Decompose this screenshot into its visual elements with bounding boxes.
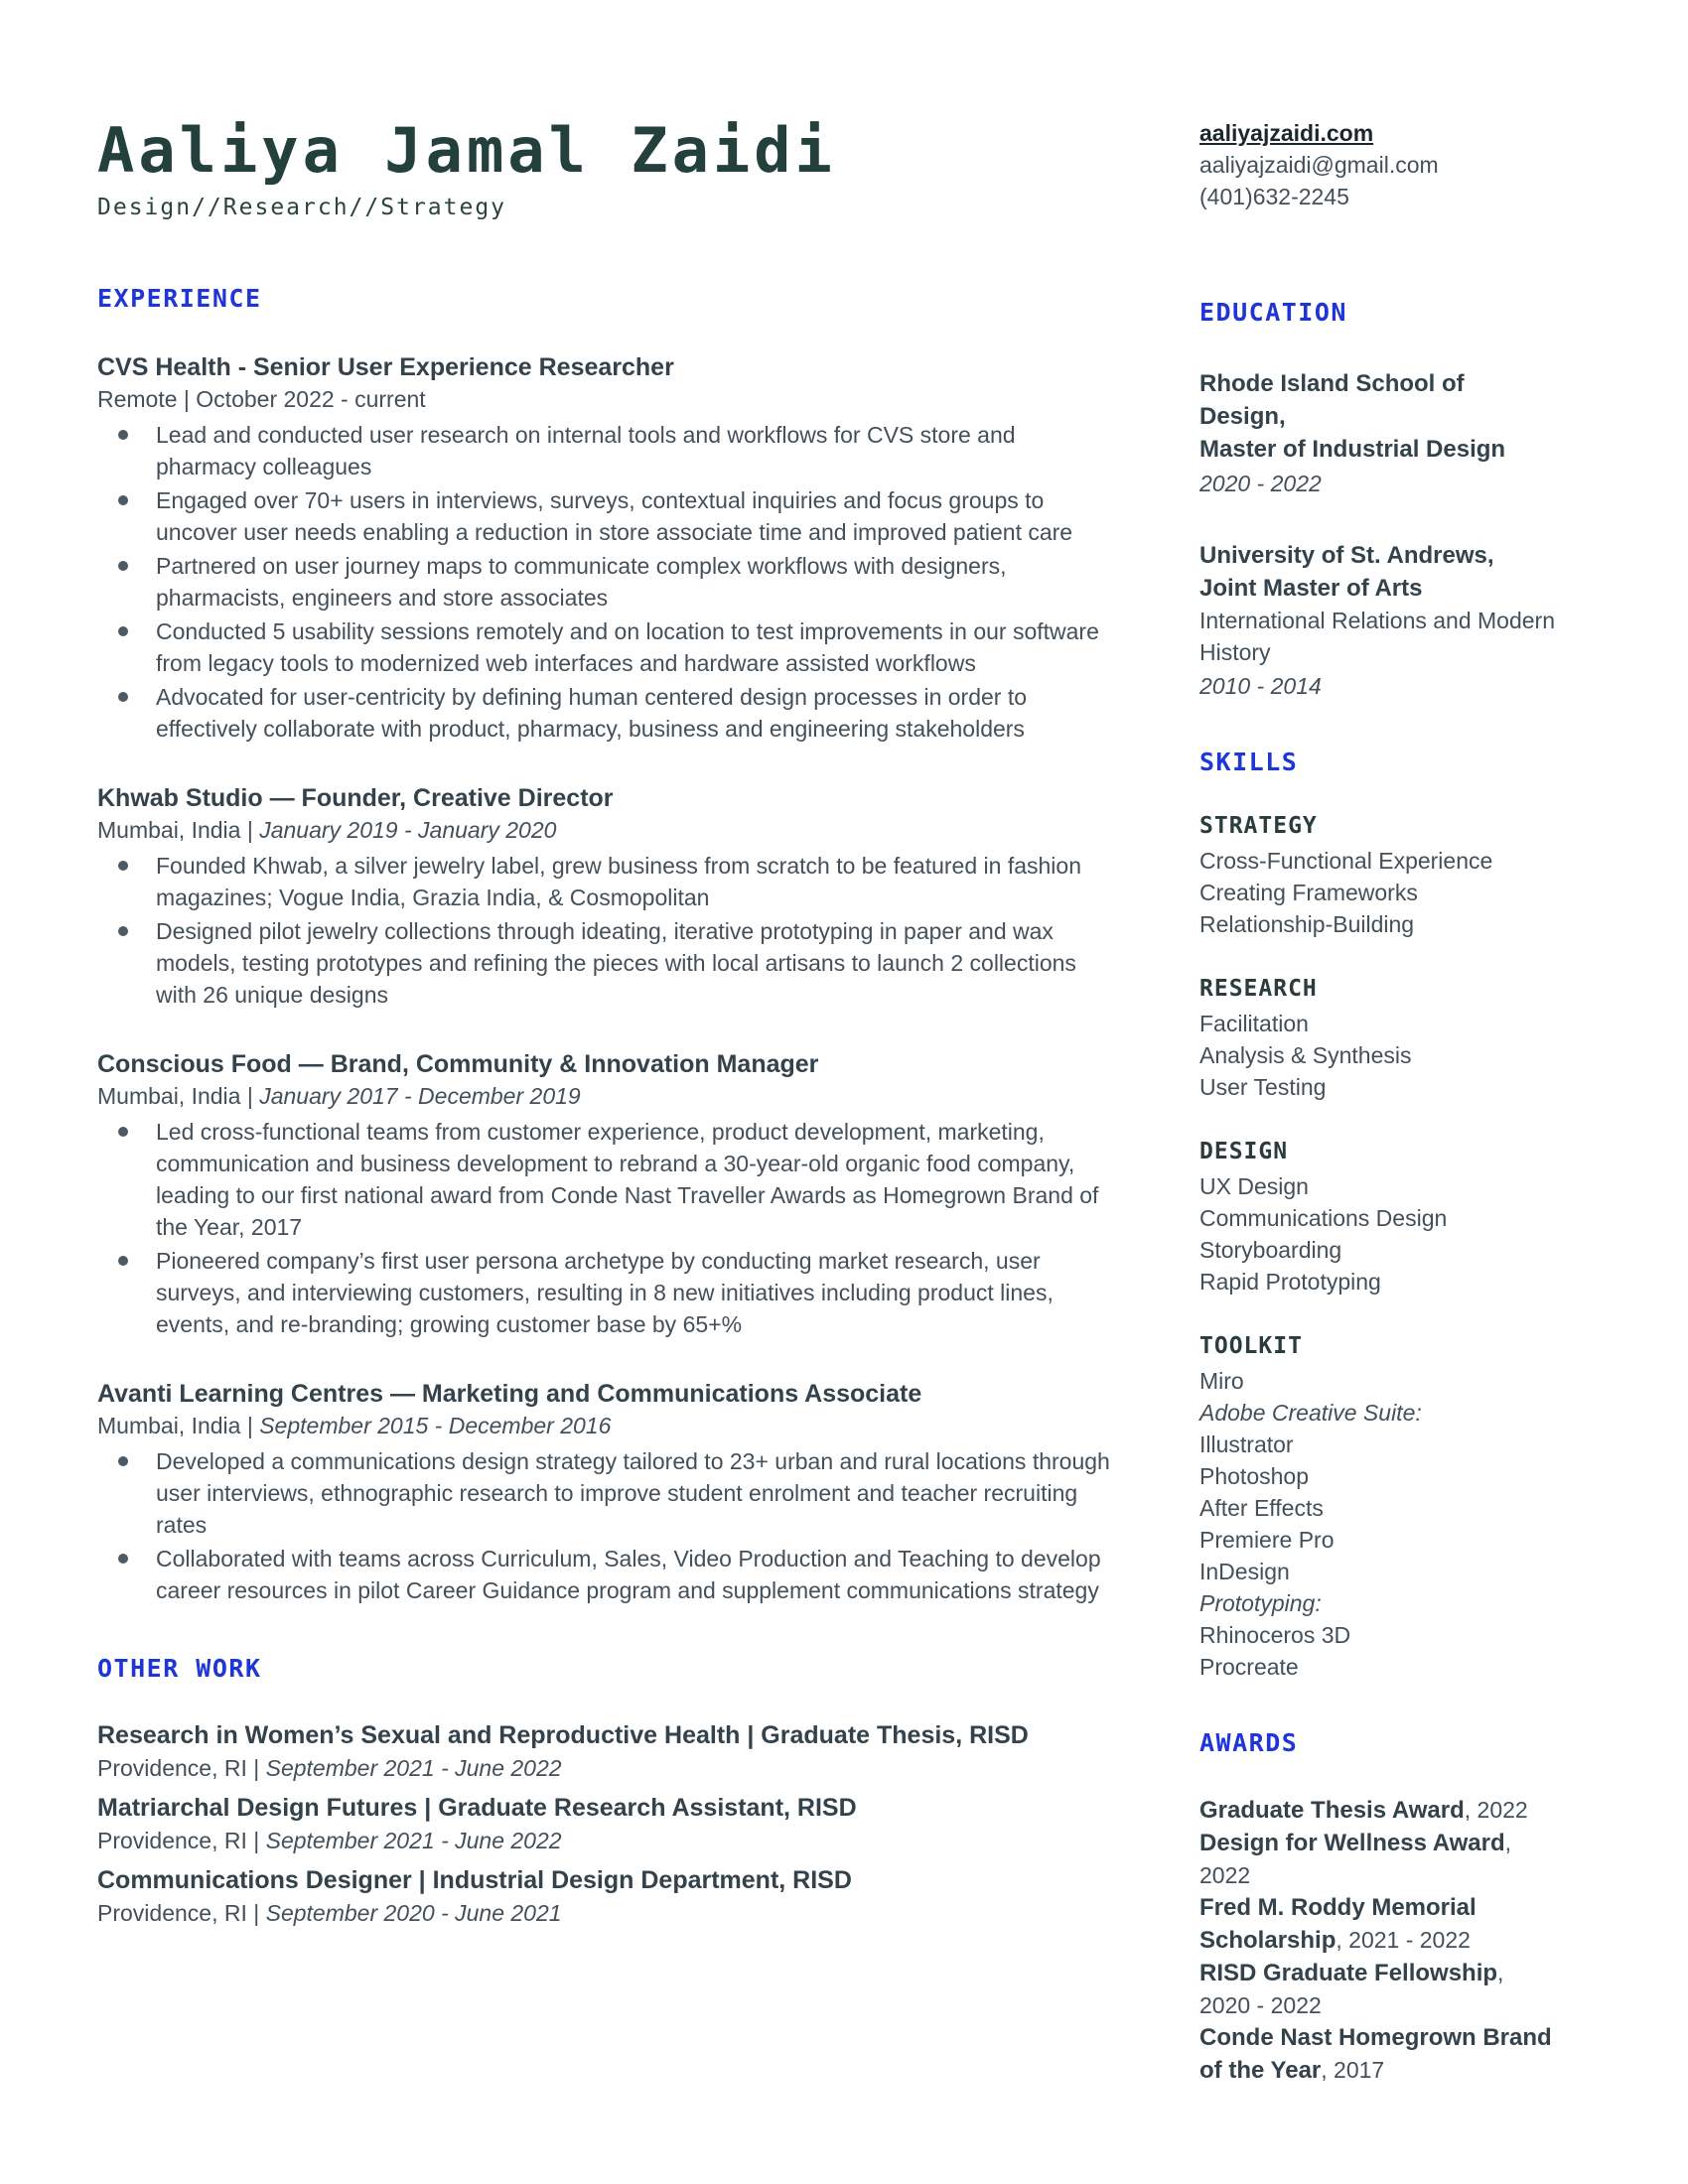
skill-group-title: STRATEGY [1199,813,1318,839]
award-item [1199,1957,1555,2021]
job-bullets [97,850,1120,1011]
other-work-list [97,1719,1120,1929]
skill-item: Storyboarding [1199,1237,1342,1263]
experience-heading: EXPERIENCE [97,284,262,314]
award-item [1199,2021,1555,2087]
bullet-item: Pioneered company’s first user persona archetype by conducting market research, user surveys, and interviewing customers, resulting in 8 new initiatives including product lines, events, and re-branding; growing customer base by 65+% [97,1245,1120,1340]
other-work-dates: September 2021 - June 2022 [265,1755,562,1782]
other-work-meta [97,1825,1120,1856]
job-location: Remote | [97,386,197,413]
skill-item: Photoshop [1199,1463,1309,1489]
award-year: , 2022 [1199,1830,1512,1888]
skill-item: Creating Frameworks [1199,880,1418,905]
job-bullets [97,419,1120,745]
bullet-item: Founded Khwab, a silver jewelry label, grew business from scratch to be featured in fashion magazines; Vogue India, Grazia India, & Cosmopolitan [97,850,1120,913]
school-name: Rhode Island School of Design, [1199,370,1465,430]
award-item [1199,1794,1555,1827]
other-work-dates: September 2020 - June 2021 [265,1900,562,1927]
contact-phone: (401)632-2245 [1199,184,1349,209]
bullet-item: Lead and conducted user research on internal tools and workflows for CVS store and pharmacy colleagues [97,419,1120,482]
skill-item: Premiere Pro [1199,1527,1335,1553]
job-title: CVS Health - Senior User Experience Researcher [97,353,674,382]
school-detail: International Relations and Modern History [1199,608,1556,665]
skills-heading: SKILLS [1199,748,1299,776]
job-cvs-health [97,351,1120,745]
other-work-item [97,1792,1120,1856]
education-heading: EDUCATION [1199,298,1347,327]
skill-item: Prototyping: [1199,1590,1322,1616]
award-year: , 2022 [1464,1797,1528,1823]
bullet-item: Partnered on user journey maps to communicate complex workflows with designers, pharmacists, engineers and store associates [97,550,1120,614]
job-meta [97,1410,1120,1441]
skill-group-toolkit [1199,1331,1555,1683]
website-link[interactable]: aaliyajzaidi.com [1199,120,1374,146]
bullet-item: Collaborated with teams across Curriculum, Sales, Video Production and Teaching to develop career resources in pilot Career Guidance program and supplement communications strategy [97,1543,1120,1606]
skill-group-title: DESIGN [1199,1139,1289,1164]
job-title: Avanti Learning Centres — Marketing and Communications Associate [97,1380,922,1409]
award-name: Graduate Thesis Award [1199,1797,1465,1824]
other-work-meta [97,1752,1120,1784]
skill-item: Relationship-Building [1199,911,1415,937]
job-dates: January 2017 - December 2019 [259,1083,581,1110]
other-work-heading: OTHER WORK [97,1654,262,1684]
other-work-location: Providence, RI | [97,1900,266,1927]
skill-item: After Effects [1199,1495,1324,1521]
skill-item: Rhinoceros 3D [1199,1622,1351,1648]
school-risd [1199,367,1555,499]
awards-list [1199,1794,1555,2087]
skill-item: Analysis & Synthesis [1199,1042,1412,1068]
contact-block [1199,117,1555,212]
contact-website-line [1199,117,1555,149]
job-meta [97,814,1120,846]
award-year: , 2017 [1321,2057,1385,2083]
award-item [1199,1827,1555,1891]
job-meta [97,1080,1120,1112]
other-work-meta [97,1897,1120,1929]
award-name: RISD Graduate Fellowship [1199,1960,1498,1986]
skill-item: User Testing [1199,1074,1327,1100]
other-work-dates: September 2021 - June 2022 [265,1828,562,1854]
job-location: Mumbai, India | [97,817,260,844]
school-degree: Master of Industrial Design [1199,436,1506,463]
skill-group-title: RESEARCH [1199,976,1318,1002]
award-year: , 2020 - 2022 [1199,1960,1504,2018]
job-bullets [97,1116,1120,1340]
job-avanti-learning [97,1378,1120,1606]
side-column [1199,117,1555,2144]
skill-item: Communications Design [1199,1205,1448,1231]
school-name: University of St. Andrews, [1199,542,1494,569]
name-block [97,114,1120,221]
job-conscious-food [97,1048,1120,1340]
job-title: Khwab Studio — Founder, Creative Director [97,784,614,813]
skill-group-research [1199,974,1555,1103]
award-name: Conde Nast Homegrown Brand of the Year [1199,2024,1552,2084]
bullet-item: Conducted 5 usability sessions remotely and on location to test improvements in our software from legacy tools to modernized web interfaces and hardware assisted workflows [97,615,1120,679]
person-name: Aaliya Jamal Zaidi [97,114,836,187]
other-work-item [97,1864,1120,1929]
contact-email: aaliyajzaidi@gmail.com [1199,152,1439,178]
skill-item: Procreate [1199,1654,1299,1680]
awards-heading: AWARDS [1199,1728,1299,1757]
skill-item: UX Design [1199,1173,1309,1199]
bullet-item: Engaged over 70+ users in interviews, surveys, contextual inquiries and focus groups to uncover user needs enabling a reduction in store associate time and improved patient care [97,484,1120,548]
other-work-title: Communications Designer | Industrial Design Department, RISD [97,1866,852,1895]
skill-item: Cross-Functional Experience [1199,848,1493,874]
skill-group-design [1199,1137,1555,1297]
skill-group-title: TOOLKIT [1199,1333,1303,1359]
other-work-title: Research in Women’s Sexual and Reproductive Health | Graduate Thesis, RISD [97,1721,1029,1750]
job-dates: October 2022 - current [196,386,426,413]
job-dates: September 2015 - December 2016 [259,1413,612,1439]
other-work-location: Providence, RI | [97,1755,266,1782]
other-work-item [97,1719,1120,1784]
job-title: Conscious Food — Brand, Community & Innovation Manager [97,1050,819,1079]
award-name: Design for Wellness Award [1199,1830,1505,1856]
job-meta [97,383,1120,415]
tagline: Design//Research//Strategy [97,195,507,221]
main-column [97,114,1120,2144]
other-work-title: Matriarchal Design Futures | Graduate Research Assistant, RISD [97,1794,857,1823]
job-khwab-studio [97,782,1120,1011]
job-dates: January 2019 - January 2020 [259,817,557,844]
job-location: Mumbai, India | [97,1083,260,1110]
job-bullets [97,1445,1120,1606]
award-item [1199,1891,1555,1957]
skill-item: Miro [1199,1368,1244,1394]
award-name: Fred M. Roddy Memorial Scholarship [1199,1894,1477,1954]
school-st-andrews [1199,539,1555,702]
school-degree: Joint Master of Arts [1199,575,1423,602]
bullet-item: Developed a communications design strategy tailored to 23+ urban and rural locations through user interviews, ethnographic research to improve student enrolment and teacher recruiting rates [97,1445,1120,1541]
award-year: , 2021 - 2022 [1336,1927,1471,1953]
bullet-item: Led cross-functional teams from customer experience, product development, marketing, communication and business development to rebrand a 30-year-old organic food company, leading to our first national award from Conde Nast Traveller Awards as Homegrown Brand of the Year, 2017 [97,1116,1120,1243]
skill-item: InDesign [1199,1559,1290,1584]
skill-group-strategy [1199,811,1555,940]
school-dates: 2020 - 2022 [1199,471,1322,496]
school-dates: 2010 - 2014 [1199,673,1322,699]
bullet-item: Advocated for user-centricity by defining human centered design processes in order to effectively collaborate with product, pharmacy, business and engineering stakeholders [97,681,1120,745]
skill-item: Rapid Prototyping [1199,1269,1381,1295]
skill-item: Adobe Creative Suite: [1199,1400,1422,1426]
skill-item: Illustrator [1199,1432,1294,1457]
job-location: Mumbai, India | [97,1413,260,1439]
other-work-location: Providence, RI | [97,1828,266,1854]
bullet-item: Designed pilot jewelry collections through ideating, iterative prototyping in paper and wax models, testing prototypes and refining the pieces with local artisans to launch 2 collections with 26 unique designs [97,915,1120,1011]
skill-item: Facilitation [1199,1011,1309,1036]
